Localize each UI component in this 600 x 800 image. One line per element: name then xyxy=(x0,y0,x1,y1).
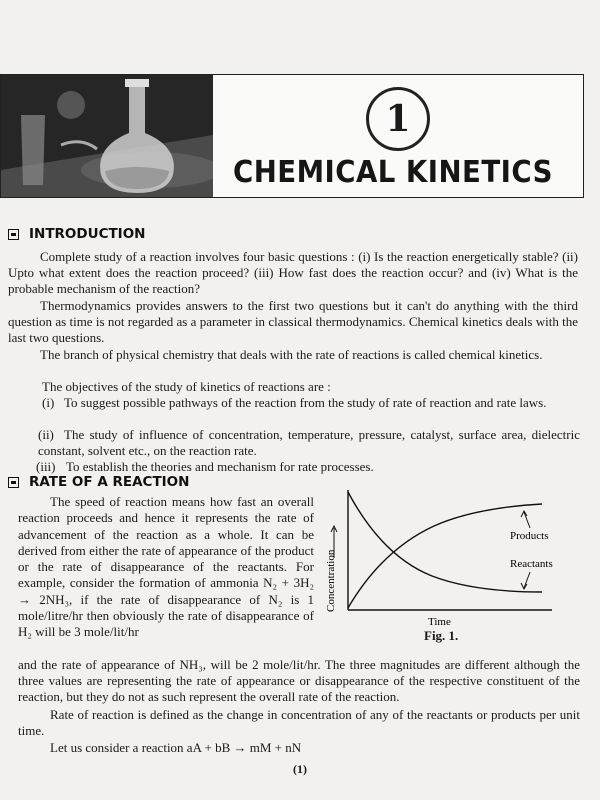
chapter-title: CHEMICAL KINETICS xyxy=(233,155,553,190)
rate-paragraph-continued: and the rate of appearance of NH₃, will be 2 mole/lit/hr. The three magnitudes are different although the three values are representing the rate of appearance or disappearance of the respective constituent of the reaction, but they do not as such represent the overall rate of the reaction. xyxy=(18,657,580,704)
objective-text: The study of influence of concentration, temperature, pressure, catalyst, surface area, dielectric constant, solvent etc., on the reaction rate. xyxy=(38,427,580,458)
objective-number: (i) xyxy=(42,395,55,410)
products-pointer-head xyxy=(521,511,527,517)
products-pointer xyxy=(524,512,530,528)
intro-paragraph-3: The branch of physical chemistry that deals with the rate of reactions is called chemical kinetics. xyxy=(40,347,543,362)
objective-item xyxy=(42,395,580,411)
rate-definition-paragraph: Rate of reaction is defined as the change in concentration of any of the reactants or products per unit time. xyxy=(18,707,580,738)
objectives-lead: The objectives of the study of kinetics of reactions are : xyxy=(42,379,331,394)
products-curve xyxy=(348,504,542,608)
page-number: (1) xyxy=(293,762,307,776)
rate-column-paragraph: The speed of reaction means how fast an overall reaction proceeds and hence it represents the rate of advancement of the reaction as a whole. It can be derived from either the rate of appearance of the product or the rate of disappearance of the reactants. For example, consider the formation of ammonia N₂ + 3H₂ → 2NH₃, if the rate of disappearance of N₂ is 1 mole/litre/hr then obviously the rate of disappearance of H₂ will be 3 mole/lit/hr xyxy=(18,494,314,640)
figure-caption: Fig. 1. xyxy=(424,628,459,643)
introduction-heading-text: INTRODUCTION xyxy=(29,226,146,242)
objective-item xyxy=(36,459,580,475)
products-label: Products xyxy=(510,530,549,542)
introduction-heading xyxy=(8,226,145,242)
objective-text: To establish the theories and mechanism for rate processes. xyxy=(66,459,374,474)
section-square-icon xyxy=(8,229,19,240)
flask-illustration xyxy=(1,75,213,197)
reactants-pointer xyxy=(524,572,530,588)
reaction-equation-paragraph: Let us consider a reaction aA + bB → mM + nN xyxy=(50,740,302,755)
objective-number: (ii) xyxy=(38,427,54,442)
x-axis-label: Time xyxy=(428,616,451,628)
objective-text: To suggest possible pathways of the reaction from the study of rate of reaction and rate laws. xyxy=(64,395,547,410)
concentration-time-graph xyxy=(324,486,584,646)
section-square-icon xyxy=(8,477,19,488)
intro-paragraph-2: Thermodynamics provides answers to the first two questions but it can't do anything with the third question as time is not regarded as a parameter in classical thermodynamics. Chemical kinetics deals with the last two questions. xyxy=(8,298,578,345)
rate-heading-text: RATE OF A REACTION xyxy=(29,474,190,490)
objective-number: (iii) xyxy=(36,459,56,474)
rate-heading xyxy=(8,474,189,490)
concentration-time-figure xyxy=(324,486,584,646)
objective-item xyxy=(38,427,580,459)
intro-paragraph-1: Complete study of a reaction involves four basic questions : (i) Is the reaction energetically stable? (ii) Upto what extent does the reaction proceed? (iii) How fast does the reaction occur? and (iv) What is the probable mechanism of the reaction? xyxy=(8,249,578,296)
reactants-label: Reactants xyxy=(510,558,553,570)
chapter-banner xyxy=(0,74,584,198)
laboratory-flask-photo xyxy=(1,75,213,197)
reactants-pointer-head xyxy=(521,583,527,589)
y-axis-label: Concentration xyxy=(325,549,337,612)
chapter-number: 1 xyxy=(366,87,430,151)
